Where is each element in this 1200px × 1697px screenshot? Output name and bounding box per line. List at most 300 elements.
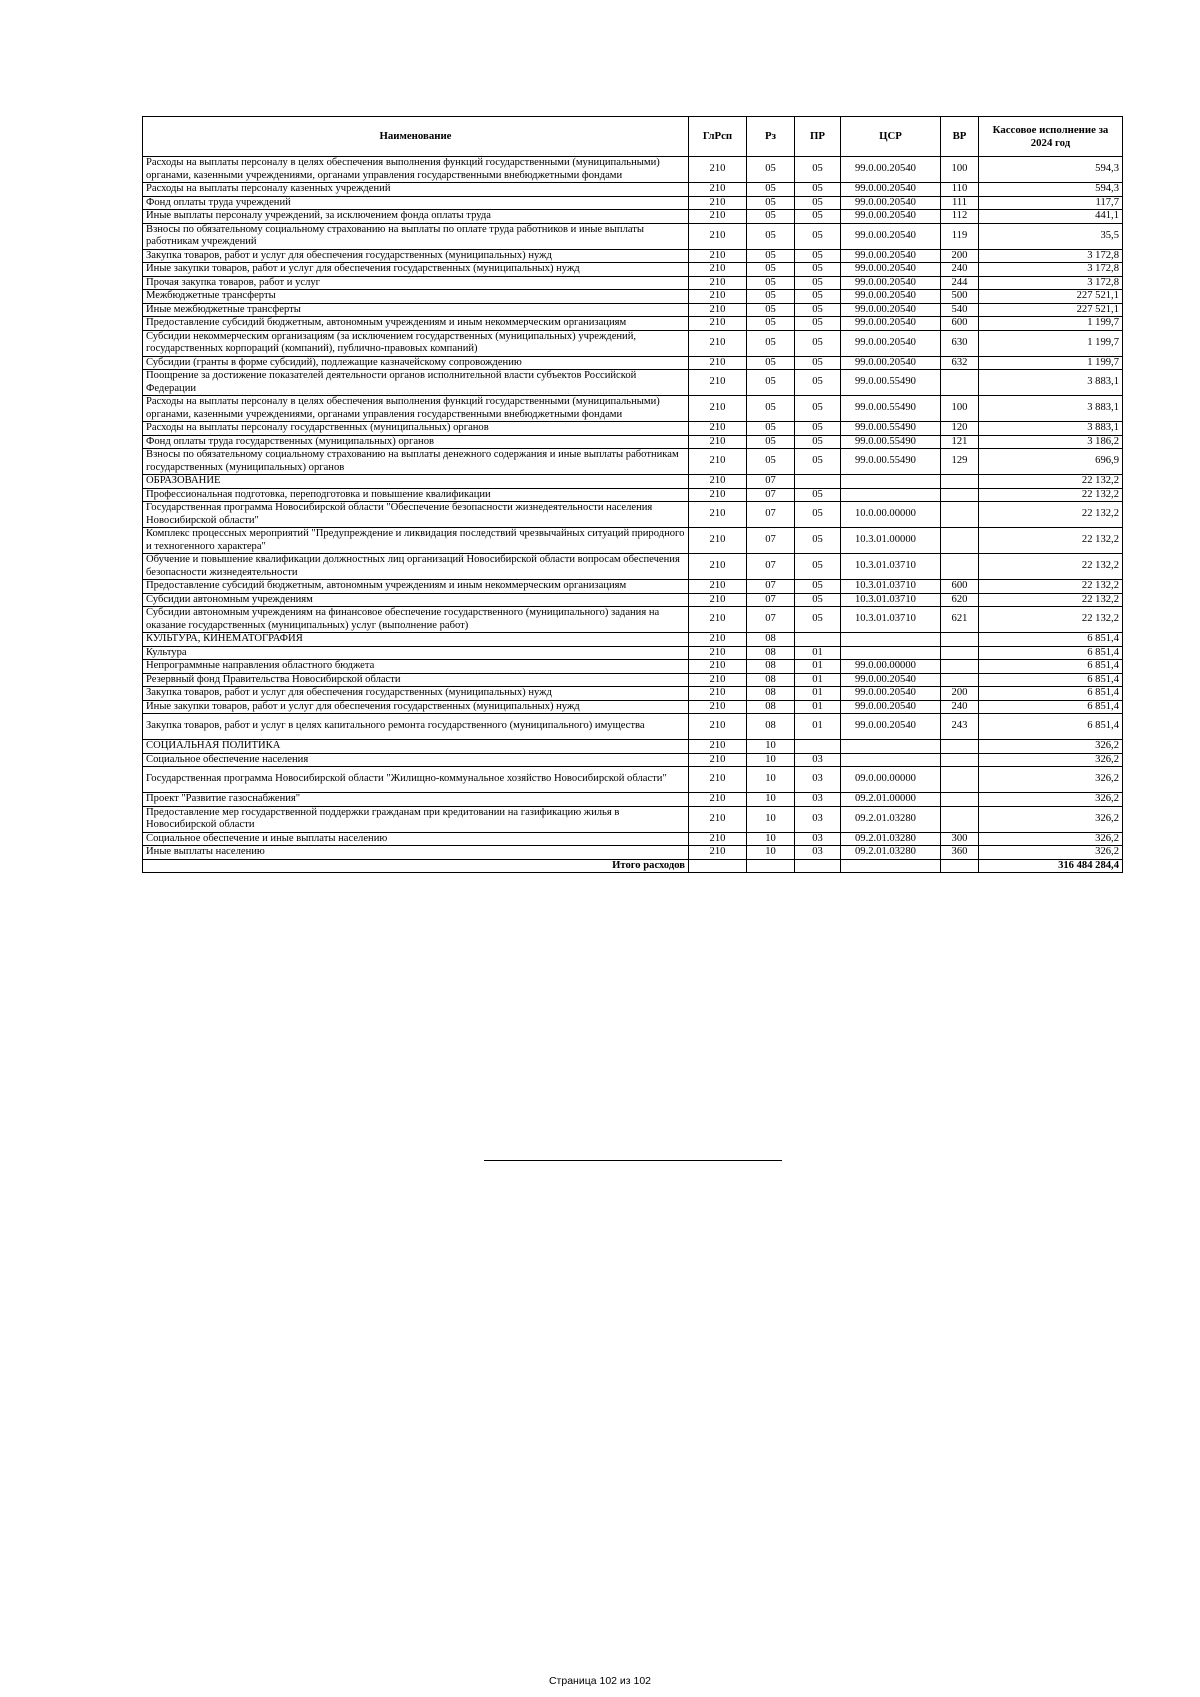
total-empty xyxy=(941,859,979,873)
cell-glrsp: 210 xyxy=(689,700,747,714)
cell-amount: 326,2 xyxy=(979,767,1123,793)
cell-pr: 01 xyxy=(795,660,841,674)
cell-glrsp: 210 xyxy=(689,422,747,436)
cell-vr: 100 xyxy=(941,396,979,422)
cell-pr: 05 xyxy=(795,554,841,580)
cell-glrsp: 210 xyxy=(689,449,747,475)
header-amount: Кассовое исполнение за 2024 год xyxy=(979,117,1123,157)
cell-amount: 696,9 xyxy=(979,449,1123,475)
total-empty xyxy=(841,859,941,873)
total-empty xyxy=(795,859,841,873)
cell-amount: 6 851,4 xyxy=(979,633,1123,647)
cell-name: Комплекс процессных мероприятий "Предупреждение и ликвидация последствий чрезвычайных ситуаций природного и техногенного характера" xyxy=(143,528,689,554)
table-row xyxy=(143,714,1123,740)
cell-amount: 6 851,4 xyxy=(979,714,1123,740)
cell-csr: 09.2.01.03280 xyxy=(841,832,941,846)
cell-name: Взносы по обязательному социальному страхованию на выплаты по оплате труда работников и иные выплаты работникам учреждений xyxy=(143,223,689,249)
cell-vr: 621 xyxy=(941,607,979,633)
cell-csr: 10.0.00.00000 xyxy=(841,502,941,528)
cell-amount: 441,1 xyxy=(979,210,1123,224)
table-row xyxy=(143,607,1123,633)
cell-csr: 10.3.01.03710 xyxy=(841,554,941,580)
cell-csr xyxy=(841,740,941,754)
cell-vr: 360 xyxy=(941,846,979,860)
total-empty xyxy=(747,859,795,873)
cell-pr: 05 xyxy=(795,356,841,370)
cell-name: Расходы на выплаты персоналу в целях обеспечения выполнения функций государственными (муниципальными) органами, казенными учреждениями, органами управления государственными внебюджетными фондами xyxy=(143,396,689,422)
cell-csr xyxy=(841,646,941,660)
cell-name: Субсидии автономным учреждениям xyxy=(143,593,689,607)
cell-rz: 05 xyxy=(747,356,795,370)
cell-name: Культура xyxy=(143,646,689,660)
cell-glrsp: 210 xyxy=(689,475,747,489)
cell-csr: 99.0.00.20540 xyxy=(841,356,941,370)
cell-vr: 540 xyxy=(941,303,979,317)
cell-csr: 99.0.00.55490 xyxy=(841,370,941,396)
table-row xyxy=(143,276,1123,290)
cell-glrsp: 210 xyxy=(689,673,747,687)
cell-amount: 22 132,2 xyxy=(979,554,1123,580)
cell-csr: 09.2.01.03280 xyxy=(841,846,941,860)
cell-rz: 05 xyxy=(747,303,795,317)
cell-vr: 500 xyxy=(941,290,979,304)
table-row xyxy=(143,554,1123,580)
table-row xyxy=(143,593,1123,607)
cell-glrsp: 210 xyxy=(689,317,747,331)
header-vr: ВР xyxy=(941,117,979,157)
table-row xyxy=(143,435,1123,449)
table-row xyxy=(143,290,1123,304)
cell-pr: 05 xyxy=(795,249,841,263)
cell-amount: 1 199,7 xyxy=(979,330,1123,356)
cell-rz: 05 xyxy=(747,396,795,422)
cell-csr: 10.3.01.03710 xyxy=(841,593,941,607)
cell-rz: 05 xyxy=(747,422,795,436)
cell-pr: 05 xyxy=(795,593,841,607)
cell-name: Прочая закупка товаров, работ и услуг xyxy=(143,276,689,290)
table-row xyxy=(143,263,1123,277)
cell-pr: 03 xyxy=(795,806,841,832)
cell-vr xyxy=(941,806,979,832)
cell-pr: 03 xyxy=(795,753,841,767)
cell-csr: 99.0.00.55490 xyxy=(841,422,941,436)
cell-glrsp: 210 xyxy=(689,210,747,224)
cell-vr xyxy=(941,753,979,767)
cell-rz: 10 xyxy=(747,793,795,807)
cell-name: Закупка товаров, работ и услуг для обеспечения государственных (муниципальных) нужд xyxy=(143,249,689,263)
cell-amount: 6 851,4 xyxy=(979,673,1123,687)
cell-name: Иные закупки товаров, работ и услуг для обеспечения государственных (муниципальных) нужд xyxy=(143,700,689,714)
table-row xyxy=(143,396,1123,422)
cell-pr: 05 xyxy=(795,303,841,317)
cell-glrsp: 210 xyxy=(689,593,747,607)
cell-rz: 08 xyxy=(747,700,795,714)
cell-name: Расходы на выплаты персоналу государственных (муниципальных) органов xyxy=(143,422,689,436)
cell-glrsp: 210 xyxy=(689,356,747,370)
cell-vr xyxy=(941,475,979,489)
cell-vr xyxy=(941,740,979,754)
table-row xyxy=(143,806,1123,832)
cell-rz: 07 xyxy=(747,593,795,607)
cell-vr xyxy=(941,673,979,687)
cell-csr: 99.0.00.20540 xyxy=(841,673,941,687)
cell-vr xyxy=(941,633,979,647)
cell-amount: 22 132,2 xyxy=(979,502,1123,528)
cell-pr: 05 xyxy=(795,196,841,210)
cell-rz: 05 xyxy=(747,330,795,356)
cell-name: Фонд оплаты труда учреждений xyxy=(143,196,689,210)
table-row xyxy=(143,356,1123,370)
cell-csr: 99.0.00.00000 xyxy=(841,660,941,674)
cell-name: Резервный фонд Правительства Новосибирской области xyxy=(143,673,689,687)
cell-rz: 05 xyxy=(747,183,795,197)
cell-name: Межбюджетные трансферты xyxy=(143,290,689,304)
cell-name: Предоставление мер государственной поддержки гражданам при кредитовании на газификацию жилья в Новосибирской области xyxy=(143,806,689,832)
cell-name: Государственная программа Новосибирской области "Жилищно-коммунальное хозяйство Новосибирской области" xyxy=(143,767,689,793)
cell-vr: 129 xyxy=(941,449,979,475)
total-label: Итого расходов xyxy=(143,859,689,873)
cell-glrsp: 210 xyxy=(689,290,747,304)
cell-name: Закупка товаров, работ и услуг в целях капитального ремонта государственного (муниципального) имущества xyxy=(143,714,689,740)
cell-rz: 08 xyxy=(747,660,795,674)
cell-glrsp: 210 xyxy=(689,846,747,860)
cell-vr: 630 xyxy=(941,330,979,356)
cell-name: Расходы на выплаты персоналу казенных учреждений xyxy=(143,183,689,197)
cell-glrsp: 210 xyxy=(689,793,747,807)
cell-name: Фонд оплаты труда государственных (муниципальных) органов xyxy=(143,435,689,449)
cell-pr: 05 xyxy=(795,502,841,528)
cell-pr xyxy=(795,475,841,489)
cell-name: Непрограммные направления областного бюджета xyxy=(143,660,689,674)
cell-rz: 05 xyxy=(747,223,795,249)
table-row xyxy=(143,700,1123,714)
cell-amount: 3 186,2 xyxy=(979,435,1123,449)
cell-rz: 05 xyxy=(747,435,795,449)
cell-vr: 120 xyxy=(941,422,979,436)
header-glrsp: ГлРсп xyxy=(689,117,747,157)
cell-glrsp: 210 xyxy=(689,528,747,554)
cell-csr: 99.0.00.20540 xyxy=(841,687,941,701)
cell-name: Субсидии автономным учреждениям на финансовое обеспечение государственного (муниципального) задания на оказание государственных (муниципальных) услуг (выполнение работ) xyxy=(143,607,689,633)
cell-glrsp: 210 xyxy=(689,223,747,249)
cell-rz: 08 xyxy=(747,633,795,647)
cell-vr: 119 xyxy=(941,223,979,249)
cell-vr xyxy=(941,767,979,793)
cell-pr xyxy=(795,633,841,647)
cell-pr: 05 xyxy=(795,263,841,277)
cell-pr: 05 xyxy=(795,580,841,594)
table-body xyxy=(143,157,1123,873)
cell-glrsp: 210 xyxy=(689,502,747,528)
cell-csr: 99.0.00.20540 xyxy=(841,714,941,740)
table-row xyxy=(143,157,1123,183)
cell-pr xyxy=(795,740,841,754)
cell-glrsp: 210 xyxy=(689,660,747,674)
cell-vr: 240 xyxy=(941,700,979,714)
cell-amount: 326,2 xyxy=(979,793,1123,807)
cell-vr: 243 xyxy=(941,714,979,740)
cell-pr: 03 xyxy=(795,767,841,793)
cell-glrsp: 210 xyxy=(689,714,747,740)
cell-amount: 227 521,1 xyxy=(979,290,1123,304)
cell-pr: 05 xyxy=(795,330,841,356)
cell-amount: 35,5 xyxy=(979,223,1123,249)
cell-rz: 05 xyxy=(747,276,795,290)
cell-name: Поощрение за достижение показателей деятельности органов исполнительной власти субъектов Российской Федерации xyxy=(143,370,689,396)
cell-pr: 05 xyxy=(795,276,841,290)
cell-pr: 05 xyxy=(795,290,841,304)
cell-vr: 100 xyxy=(941,157,979,183)
cell-csr: 10.3.01.00000 xyxy=(841,528,941,554)
cell-glrsp: 210 xyxy=(689,633,747,647)
cell-amount: 3 172,8 xyxy=(979,276,1123,290)
cell-vr: 240 xyxy=(941,263,979,277)
cell-glrsp: 210 xyxy=(689,580,747,594)
cell-name: Проект "Развитие газоснабжения" xyxy=(143,793,689,807)
cell-glrsp: 210 xyxy=(689,740,747,754)
cell-rz: 05 xyxy=(747,449,795,475)
cell-vr: 112 xyxy=(941,210,979,224)
cell-amount: 326,2 xyxy=(979,740,1123,754)
cell-pr: 05 xyxy=(795,528,841,554)
cell-glrsp: 210 xyxy=(689,435,747,449)
cell-csr: 09.2.01.00000 xyxy=(841,793,941,807)
cell-rz: 05 xyxy=(747,157,795,183)
cell-amount: 22 132,2 xyxy=(979,475,1123,489)
cell-vr: 300 xyxy=(941,832,979,846)
table-row xyxy=(143,502,1123,528)
table-row xyxy=(143,475,1123,489)
cell-amount: 22 132,2 xyxy=(979,593,1123,607)
cell-amount: 6 851,4 xyxy=(979,646,1123,660)
cell-amount: 117,7 xyxy=(979,196,1123,210)
cell-csr xyxy=(841,633,941,647)
cell-pr: 05 xyxy=(795,449,841,475)
cell-pr: 01 xyxy=(795,646,841,660)
cell-csr: 99.0.00.20540 xyxy=(841,263,941,277)
cell-amount: 3 883,1 xyxy=(979,422,1123,436)
table-row xyxy=(143,528,1123,554)
cell-glrsp: 210 xyxy=(689,646,747,660)
cell-amount: 1 199,7 xyxy=(979,356,1123,370)
cell-csr: 09.2.01.03280 xyxy=(841,806,941,832)
cell-glrsp: 210 xyxy=(689,263,747,277)
cell-csr xyxy=(841,475,941,489)
cell-pr: 03 xyxy=(795,846,841,860)
cell-pr: 05 xyxy=(795,396,841,422)
total-value: 316 484 284,4 xyxy=(979,859,1123,873)
table-row xyxy=(143,832,1123,846)
cell-csr: 99.0.00.20540 xyxy=(841,303,941,317)
table-row xyxy=(143,846,1123,860)
cell-rz: 07 xyxy=(747,607,795,633)
cell-rz: 05 xyxy=(747,317,795,331)
cell-csr xyxy=(841,488,941,502)
cell-glrsp: 210 xyxy=(689,183,747,197)
cell-rz: 10 xyxy=(747,832,795,846)
table-row xyxy=(143,183,1123,197)
cell-vr xyxy=(941,554,979,580)
cell-rz: 10 xyxy=(747,740,795,754)
cell-name: Государственная программа Новосибирской области "Обеспечение безопасности жизнедеятельности населения Новосибирской области" xyxy=(143,502,689,528)
cell-name: Обучение и повышение квалификации должностных лиц организаций Новосибирской области вопросам обеспечения безопасности жизнедеятельности xyxy=(143,554,689,580)
header-csr: ЦСР xyxy=(841,117,941,157)
table-row xyxy=(143,422,1123,436)
cell-rz: 10 xyxy=(747,806,795,832)
cell-vr: 600 xyxy=(941,580,979,594)
cell-rz: 05 xyxy=(747,210,795,224)
cell-pr: 01 xyxy=(795,673,841,687)
cell-vr xyxy=(941,646,979,660)
cell-pr: 05 xyxy=(795,435,841,449)
cell-glrsp: 210 xyxy=(689,370,747,396)
table-row xyxy=(143,370,1123,396)
cell-amount: 594,3 xyxy=(979,157,1123,183)
cell-amount: 3 883,1 xyxy=(979,370,1123,396)
cell-vr: 244 xyxy=(941,276,979,290)
cell-csr: 99.0.00.20540 xyxy=(841,183,941,197)
table-row xyxy=(143,210,1123,224)
cell-glrsp: 210 xyxy=(689,249,747,263)
cell-vr: 110 xyxy=(941,183,979,197)
cell-csr: 99.0.00.55490 xyxy=(841,396,941,422)
cell-pr: 05 xyxy=(795,370,841,396)
cell-name: Социальное обеспечение и иные выплаты населению xyxy=(143,832,689,846)
cell-amount: 22 132,2 xyxy=(979,528,1123,554)
table-row xyxy=(143,449,1123,475)
cell-amount: 594,3 xyxy=(979,183,1123,197)
cell-pr: 05 xyxy=(795,223,841,249)
cell-rz: 07 xyxy=(747,528,795,554)
cell-pr: 01 xyxy=(795,714,841,740)
cell-glrsp: 210 xyxy=(689,488,747,502)
cell-csr: 99.0.00.20540 xyxy=(841,157,941,183)
table-row xyxy=(143,303,1123,317)
cell-amount: 6 851,4 xyxy=(979,660,1123,674)
table-header-row xyxy=(143,117,1123,157)
cell-glrsp: 210 xyxy=(689,196,747,210)
cell-amount: 1 199,7 xyxy=(979,317,1123,331)
cell-vr: 111 xyxy=(941,196,979,210)
table-row xyxy=(143,740,1123,754)
cell-amount: 326,2 xyxy=(979,753,1123,767)
cell-name: Субсидии (гранты в форме субсидий), подлежащие казначейскому сопровождению xyxy=(143,356,689,370)
cell-vr xyxy=(941,793,979,807)
cell-name: СОЦИАЛЬНАЯ ПОЛИТИКА xyxy=(143,740,689,754)
table-row xyxy=(143,753,1123,767)
cell-csr: 10.3.01.03710 xyxy=(841,580,941,594)
cell-glrsp: 210 xyxy=(689,157,747,183)
cell-amount: 22 132,2 xyxy=(979,607,1123,633)
cell-name: Иные межбюджетные трансферты xyxy=(143,303,689,317)
cell-amount: 3 172,8 xyxy=(979,249,1123,263)
cell-rz: 07 xyxy=(747,554,795,580)
header-name: Наименование xyxy=(143,117,689,157)
table-row xyxy=(143,633,1123,647)
cell-glrsp: 210 xyxy=(689,396,747,422)
cell-pr: 05 xyxy=(795,210,841,224)
budget-table xyxy=(142,116,1123,873)
cell-amount: 227 521,1 xyxy=(979,303,1123,317)
cell-csr: 99.0.00.20540 xyxy=(841,276,941,290)
cell-amount: 3 172,8 xyxy=(979,263,1123,277)
cell-glrsp: 210 xyxy=(689,753,747,767)
cell-pr: 05 xyxy=(795,183,841,197)
table-row xyxy=(143,646,1123,660)
cell-vr: 600 xyxy=(941,317,979,331)
table-row xyxy=(143,793,1123,807)
cell-vr xyxy=(941,528,979,554)
cell-csr: 99.0.00.20540 xyxy=(841,210,941,224)
cell-amount: 6 851,4 xyxy=(979,700,1123,714)
cell-pr: 03 xyxy=(795,832,841,846)
cell-rz: 07 xyxy=(747,488,795,502)
cell-csr: 99.0.00.20540 xyxy=(841,249,941,263)
cell-rz: 07 xyxy=(747,475,795,489)
cell-glrsp: 210 xyxy=(689,806,747,832)
table-row xyxy=(143,330,1123,356)
cell-csr: 99.0.00.20540 xyxy=(841,223,941,249)
cell-pr: 01 xyxy=(795,687,841,701)
cell-name: Предоставление субсидий бюджетным, автономным учреждениям и иным некоммерческим организациям xyxy=(143,317,689,331)
cell-vr: 620 xyxy=(941,593,979,607)
cell-name: КУЛЬТУРА, КИНЕМАТОГРАФИЯ xyxy=(143,633,689,647)
cell-csr: 09.0.00.00000 xyxy=(841,767,941,793)
cell-name: Субсидии некоммерческим организациям (за исключением государственных (муниципальных) учреждений, государственных корпораций (компаний), публично-правовых компаний) xyxy=(143,330,689,356)
cell-amount: 326,2 xyxy=(979,846,1123,860)
cell-csr xyxy=(841,753,941,767)
cell-rz: 07 xyxy=(747,502,795,528)
cell-name: Социальное обеспечение населения xyxy=(143,753,689,767)
table-row xyxy=(143,317,1123,331)
cell-vr: 121 xyxy=(941,435,979,449)
cell-glrsp: 210 xyxy=(689,767,747,793)
table-row xyxy=(143,687,1123,701)
cell-pr: 05 xyxy=(795,607,841,633)
footer-divider xyxy=(484,1160,782,1161)
cell-name: Иные закупки товаров, работ и услуг для обеспечения государственных (муниципальных) нужд xyxy=(143,263,689,277)
cell-csr: 99.0.00.20540 xyxy=(841,317,941,331)
cell-vr xyxy=(941,502,979,528)
cell-rz: 05 xyxy=(747,290,795,304)
cell-pr: 05 xyxy=(795,157,841,183)
cell-rz: 05 xyxy=(747,370,795,396)
cell-amount: 3 883,1 xyxy=(979,396,1123,422)
cell-csr: 99.0.00.20540 xyxy=(841,700,941,714)
cell-name: Предоставление субсидий бюджетным, автономным учреждениям и иным некоммерческим организациям xyxy=(143,580,689,594)
cell-rz: 07 xyxy=(747,580,795,594)
cell-csr: 10.3.01.03710 xyxy=(841,607,941,633)
table-row xyxy=(143,580,1123,594)
cell-csr: 99.0.00.55490 xyxy=(841,435,941,449)
table-row xyxy=(143,196,1123,210)
cell-rz: 05 xyxy=(747,249,795,263)
table-row xyxy=(143,767,1123,793)
page-number: Страница 102 из 102 xyxy=(548,1675,652,1687)
cell-name: Иные выплаты населению xyxy=(143,846,689,860)
cell-pr: 05 xyxy=(795,488,841,502)
cell-csr: 99.0.00.55490 xyxy=(841,449,941,475)
cell-rz: 05 xyxy=(747,196,795,210)
table-row xyxy=(143,249,1123,263)
cell-name: Профессиональная подготовка, переподготовка и повышение квалификации xyxy=(143,488,689,502)
table-row xyxy=(143,488,1123,502)
table-row xyxy=(143,673,1123,687)
cell-csr: 99.0.00.20540 xyxy=(841,290,941,304)
cell-name: Расходы на выплаты персоналу в целях обеспечения выполнения функций государственными (муниципальными) органами, казенными учреждениями, органами управления государственными внебюджетными фондами xyxy=(143,157,689,183)
cell-vr xyxy=(941,488,979,502)
cell-vr: 200 xyxy=(941,687,979,701)
